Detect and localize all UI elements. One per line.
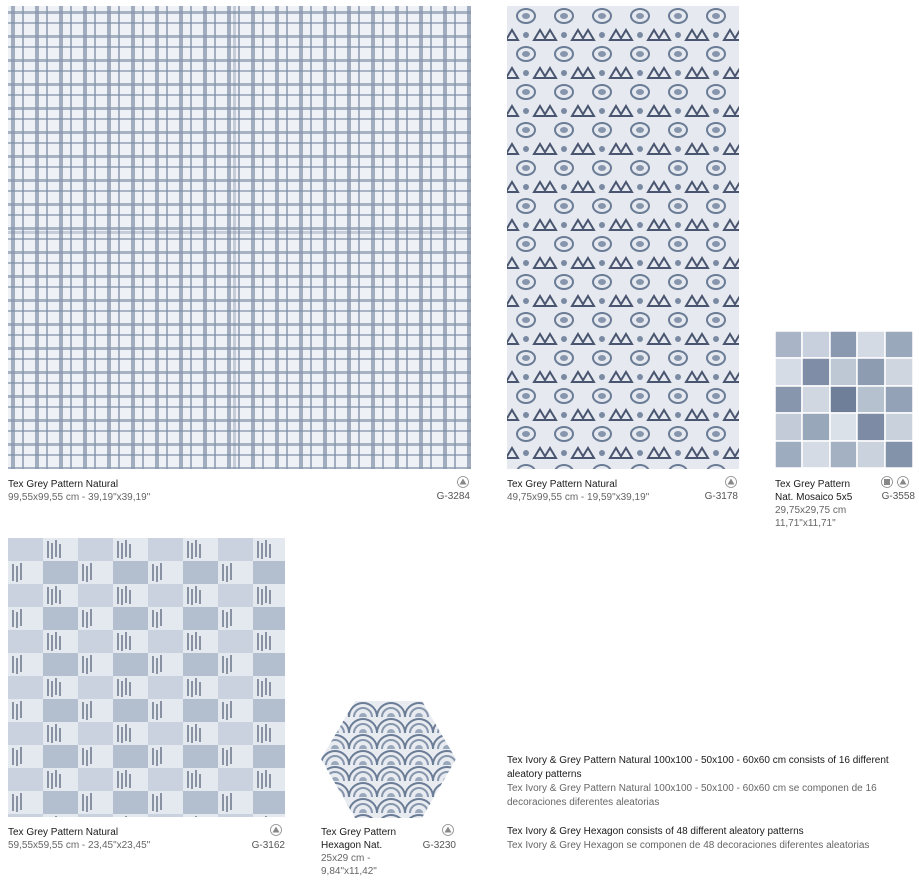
product-size: 11,71"x11,71" [775,518,836,529]
product-name: Tex Grey Pattern Natural [8,479,119,490]
floor-triangle-icon [442,824,454,836]
tile-image-plaid-100x100 [8,6,471,469]
pattern-note-es: Tex Ivory & Grey Pattern Natural 100x100 - 50x100 - 60x60 cm se componen de 16 decoraciones diferentes aleatorias [507,783,877,808]
product-name: Tex Grey Pattern [775,479,851,490]
product-name: Tex Grey Pattern Natural [507,479,618,490]
floor-triangle-icon [457,476,469,488]
floor-triangle-icon [725,476,737,488]
product-caption [321,826,421,878]
pattern-note-en: Tex Ivory & Grey Pattern Natural 100x100 - 50x100 - 60x60 cm consists of 16 different aleatory patterns [507,755,889,780]
tile-image-brush-60x60 [8,538,285,817]
tile-image-mosaic-5x5 [775,331,913,468]
product-name: Tex Grey Pattern Natural [8,827,119,838]
product-name: Tex Grey Pattern [321,827,397,838]
product-size: 99,55x99,55 cm - 39,19"x39,19" [8,492,151,503]
product-size: 49,75x99,55 cm - 19,59"x39,19" [507,492,650,503]
pattern-note [507,754,915,810]
product-code: G-3284 [436,491,470,502]
product-name: Hexagon Nat. [321,840,383,851]
product-name: Nat. Mosaico 5x5 [775,492,853,503]
product-size: 29,75x29,75 cm [775,505,847,516]
tile-image-hexagon [321,701,456,818]
product-size: 25x29 cm - [321,853,371,864]
hexagon-note-es: Tex Ivory & Grey Hexagon se componen de 48 decoraciones diferentes aleatorias [507,840,870,851]
product-code: G-3230 [422,840,456,851]
wall-tile-icon [881,476,893,488]
floor-triangle-icon [270,824,282,836]
product-code: G-3162 [251,840,285,851]
floor-triangle-icon [897,476,909,488]
product-code: G-3558 [881,491,915,502]
product-caption [8,826,238,852]
tile-image-motif-50x100 [507,6,739,469]
product-code: G-3178 [704,491,738,502]
product-size: 59,55x59,55 cm - 23,45"x23,45" [8,840,151,851]
product-caption [775,478,870,530]
product-size: 9,84"x11,42" [321,866,377,877]
hexagon-note [507,825,915,853]
product-caption [8,478,368,504]
hexagon-note-en: Tex Ivory & Grey Hexagon consists of 48 different aleatory patterns [507,826,804,837]
